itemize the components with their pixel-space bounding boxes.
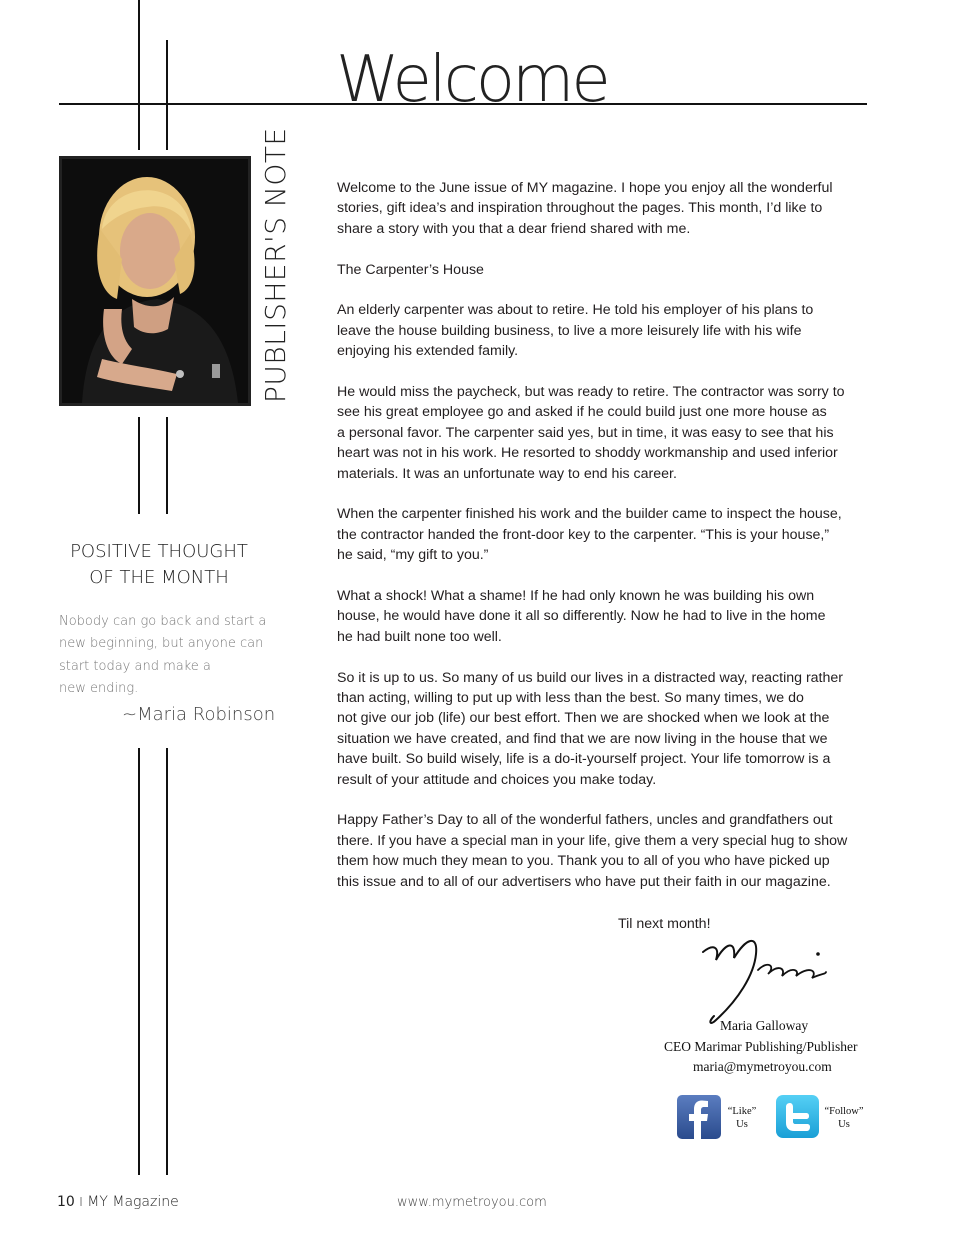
line: them how much they mean to you. Thank you to all of you who have picked up <box>337 853 830 870</box>
footer-page-info <box>57 1194 179 1210</box>
line: So it is up to us. So many of us build our lives in a distracted way, reacting rather <box>337 669 844 686</box>
line: there. If you have a special man in your life, give them a very special hug to show <box>337 832 848 849</box>
handwritten-signature <box>698 930 838 1030</box>
line: leave the house building business, to live a more leisurely life with his wife <box>337 322 802 339</box>
line: share a story with you that a dear friend shared with me. <box>337 220 691 237</box>
line: than acting, willing to put up with less than the best. So many times, we do <box>337 690 804 707</box>
line: enjoying his extended family. <box>337 343 519 360</box>
rule-right-mid <box>166 417 168 514</box>
positive-thought-quote <box>59 611 269 700</box>
line: this issue and to all of our advertisers who have put their faith in our magazine. <box>337 873 831 890</box>
quote-line: start today and make a <box>59 658 211 674</box>
twitter-icon[interactable] <box>776 1095 819 1138</box>
rule-right-bottom <box>166 748 168 1175</box>
like-label-line: “Like” <box>727 1106 757 1117</box>
facebook-icon[interactable] <box>677 1095 721 1139</box>
quote-attribution: ~Maria Robinson <box>122 704 276 725</box>
heading-line: OF THE MONTH <box>89 567 229 588</box>
signature-name: Maria Galloway <box>720 1018 809 1033</box>
line: Happy Father’s Day to all of the wonderful fathers, uncles and grandfathers out <box>337 812 833 829</box>
line: Welcome to the June issue of MY magazine. I hope you enjoy all the wonderful <box>337 180 833 196</box>
paragraph <box>337 504 857 565</box>
line: house, he would have done it all so differently. Now he had to live in the home <box>337 608 826 625</box>
heading-line: POSITIVE THOUGHT <box>70 541 248 562</box>
line: result of your attitude and choices you make today. <box>337 771 657 788</box>
page-title: Welcome <box>336 43 608 117</box>
line: he said, “my gift to you.” <box>337 547 489 564</box>
quote-line: new ending. <box>59 680 139 696</box>
line: situation we have created, and find that we are now living in the house that we <box>337 730 828 747</box>
line: he had built none too well. <box>337 628 502 645</box>
line: the contractor handed the front-door key to the carpenter. “This is your house,” <box>337 526 830 543</box>
rule-left-top <box>138 0 140 150</box>
story-title <box>337 260 857 280</box>
line: see his great employee go and asked if he could build just one more house as <box>337 404 827 421</box>
follow-label-line: Us <box>838 1119 850 1130</box>
signature-title: CEO Marimar Publishing/Publisher <box>664 1039 858 1054</box>
magazine-name: MY Magazine <box>87 1194 179 1210</box>
paragraph <box>337 668 857 790</box>
rule-left-bottom <box>138 748 140 1175</box>
footer-url[interactable]: www.mymetroyou.com <box>397 1195 547 1210</box>
line: materials. It was an unfortunate way to end his career. <box>337 465 677 482</box>
line: not give our job (life) our best effort. Then we are shocked when we look at the <box>337 710 830 727</box>
paragraph <box>337 178 857 239</box>
twitter-follow-label[interactable] <box>820 1105 868 1131</box>
line: a personal favor. The carpenter said yes, but in time, it was easy to see that his <box>337 424 834 441</box>
signoff: Til next month! <box>618 916 711 932</box>
quote-line: new beginning, but anyone can <box>59 636 264 652</box>
line: What a shock! What a shame! If he had only known he was building his own <box>337 588 815 605</box>
footer-separator: I <box>79 1195 83 1209</box>
line: heart was not in his work. He resorted to shoddy workmanship and used inferior <box>337 445 838 462</box>
line: have built. So build wisely, life is a do-it-yourself project. Your life tomorrow is a <box>337 751 831 768</box>
like-label-line: Us <box>736 1119 748 1130</box>
facebook-like-label[interactable] <box>722 1105 762 1131</box>
follow-label-line: “Follow” <box>824 1106 864 1117</box>
rule-right-top <box>166 40 168 150</box>
page-number: 10 <box>57 1194 75 1210</box>
paragraph <box>337 586 857 647</box>
paragraph <box>337 382 857 484</box>
line: The Carpenter’s House <box>337 261 484 278</box>
positive-thought-heading <box>59 539 259 591</box>
signature-email[interactable]: maria@mymetroyou.com <box>693 1059 832 1074</box>
line: An elderly carpenter was about to retire. He told his employer of his plans to <box>337 302 814 319</box>
line: He would miss the paycheck, but was ready to retire. The contractor was sorry to <box>337 384 845 401</box>
section-label: PUBLISHER'S NOTE <box>259 127 292 403</box>
publisher-photo <box>59 156 251 406</box>
line: stories, gift idea’s and inspiration throughout the pages. This month, I’d like to <box>337 200 823 217</box>
line: When the carpenter finished his work and the builder came to inspect the house, <box>337 506 842 523</box>
paragraph <box>337 810 857 892</box>
quote-line: Nobody can go back and start a <box>59 614 267 629</box>
paragraph <box>337 300 857 361</box>
rule-left-mid <box>138 417 140 514</box>
letter-body <box>337 178 857 913</box>
